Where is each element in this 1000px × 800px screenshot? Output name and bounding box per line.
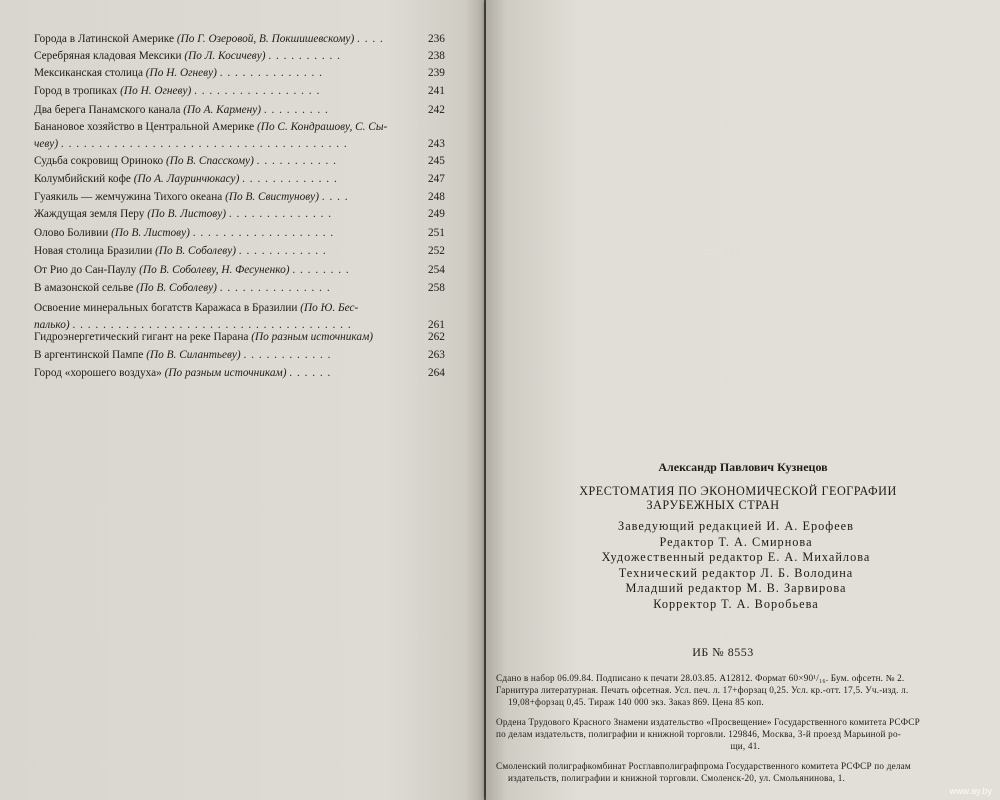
- toc-entry-author: (По Н. Огневу): [145, 67, 217, 79]
- staff-line: Художественный редактор Е. А. Михайлова: [601, 550, 871, 564]
- toc-entry-text: [34, 346, 331, 364]
- toc-entry-title: В аргентинской Пампе: [34, 349, 144, 361]
- toc-entry-author: (По В. Листову): [111, 227, 190, 239]
- print-detail-line: 19,08+форзац 0,45. Тираж 140 000 экз. Заказ 869. Цена 85 коп.: [508, 697, 764, 707]
- toc-leader-dots: . . . . . . . . .: [263, 104, 329, 116]
- toc-entry: [0, 47, 484, 65]
- toc-entry: [0, 152, 484, 170]
- toc-entry-author: (По В. Спасскому): [165, 155, 254, 167]
- toc-entry: [0, 101, 484, 119]
- toc-entry-title: Гидроэнергетический гигант на реке Парана: [34, 331, 249, 343]
- print-detail-line: Сдано в набор 06.09.84. Подписано к печати 28.03.85. А12812. Формат 60×90¹/₁₆. Бум. офсетн. № 2.: [496, 673, 905, 683]
- toc-entry-text: [34, 47, 341, 65]
- toc-entry-author: (По В. Соболеву): [136, 282, 217, 294]
- toc-leader-dots: . . . . . . . . . .: [268, 50, 341, 62]
- toc-entry-author: (По В. Свистунову): [225, 191, 319, 203]
- toc-page-number: 238: [428, 50, 445, 62]
- toc-entry-author: чеву): [34, 138, 59, 150]
- toc-entry-title: Судьба сокровищ Ориноко: [34, 155, 164, 167]
- toc-page-number: 263: [428, 349, 445, 361]
- toc-leader-dots: . . . . . . . .: [292, 264, 350, 276]
- imprint-block: [496, 460, 980, 784]
- book-title-line-2: ЗАРУБЕЖНЫХ СТРАН: [646, 498, 780, 512]
- toc-entry-author: (По Л. Косичеву): [184, 50, 266, 62]
- toc-page-number: 241: [428, 85, 445, 97]
- toc-page-number: 252: [428, 245, 445, 257]
- toc-entry-text: [34, 188, 349, 206]
- printer-line: Смоленский полиграфкомбинат Росглавполиграфпрома Государственного комитета РСФСР по делам: [496, 761, 911, 771]
- staff-list: [492, 519, 980, 612]
- staff-line: Редактор Т. А. Смирнова: [659, 534, 813, 549]
- ib-number: ИБ № 8553: [692, 645, 754, 659]
- toc-leader-dots: . . . . . .: [289, 367, 332, 379]
- toc-page-number: 254: [428, 264, 445, 276]
- toc-entry-author: (По В. Листову): [147, 208, 226, 220]
- toc-page-number: 262: [428, 331, 445, 343]
- toc-page-number: 242: [428, 104, 445, 116]
- toc-page-number: 249: [428, 208, 445, 220]
- toc-page-number: 245: [428, 155, 445, 167]
- toc-leader-dots: . . . . . . . . . . . .: [243, 349, 332, 361]
- toc-entry-title: От Рио до Сан-Паулу: [34, 264, 137, 276]
- toc-leader-dots: . . . . . . . . . . . . . . . . . . .: [192, 227, 335, 239]
- toc-leader-dots: . . . . . . . . . . . . . . . . . . . . . . . . . . . . . . . . . . . . .: [72, 319, 352, 331]
- publisher-info: [496, 716, 980, 752]
- watermark: www.ay.by: [949, 786, 992, 796]
- toc-entry: [0, 261, 484, 279]
- staff-line: Заведующий редакцией И. А. Ерофеев: [618, 519, 854, 533]
- toc-entry: [0, 205, 484, 223]
- toc-entry-text: [34, 64, 323, 82]
- toc-entry-title: Освоение минеральных богатств Каражаса в Бразилии: [34, 302, 298, 314]
- toc-entry: [0, 188, 484, 206]
- toc-leader-dots: . . . .: [357, 33, 384, 45]
- print-detail-line: Гарнитура литературная. Печать офсетная. Усл. печ. л. 17+форзац 0,25. Усл. кр.-отт. 17,5. Уч.-изд. л.: [496, 685, 909, 695]
- toc-entry-author: (По Г. Озеровой, В. Покшишевскому): [176, 33, 355, 45]
- toc-entry-text: [34, 224, 334, 242]
- toc-entry: [0, 30, 484, 48]
- toc-entry-author: (По В. Силантьеву): [146, 349, 241, 361]
- toc-entry-title: В амазонской сельве: [34, 282, 134, 294]
- print-details: [496, 672, 980, 708]
- toc-entry-title: Новая столица Бразилии: [34, 245, 153, 257]
- toc-entry-text: [34, 82, 320, 100]
- toc-leader-dots: . . . .: [321, 191, 349, 203]
- toc-entry-text: [34, 152, 337, 170]
- toc-entry-title: Мексиканская столица: [34, 67, 143, 79]
- toc-leader-dots: . . . . . . . . . . . . . .: [228, 208, 333, 220]
- toc-entry-author: (По В. Соболеву): [155, 245, 236, 257]
- toc-page-number: 264: [428, 367, 445, 379]
- toc-entry-text: [34, 364, 331, 382]
- toc-entry: [0, 346, 484, 364]
- printer-line: издательств, полиграфии и книжной торговли. Смоленск-20, ул. Смольянинова, 1.: [508, 773, 845, 783]
- toc-page-number: 248: [428, 191, 445, 203]
- toc-entry-title: Город в тропиках: [34, 85, 118, 97]
- toc-page-number: 258: [428, 282, 445, 294]
- toc-entry-text: [34, 101, 329, 119]
- toc-entry-author: (По В. Соболеву, Н. Фесуненко): [139, 264, 290, 276]
- toc-page-number: 251: [428, 227, 445, 239]
- toc-entry-title: Города в Латинской Америке: [34, 33, 174, 45]
- toc-entry: [0, 118, 484, 150]
- toc-entry-text: [34, 30, 384, 48]
- toc-leader-dots: . . . . . . . . . . .: [256, 155, 337, 167]
- toc-entry: [0, 364, 484, 382]
- toc-leader-dots: . . . . . . . . . . . . . . .: [219, 282, 331, 294]
- author-name: Александр Павлович Кузнецов: [658, 460, 828, 474]
- staff-line: Технический редактор Л. Б. Володина: [618, 565, 854, 580]
- toc-leader-dots: . . . . . . . . . . . . . .: [219, 67, 323, 79]
- toc-entry-author: (По А. Лауринчюкасу): [133, 173, 240, 185]
- toc-entry-title: Гуаякиль — жемчужина Тихого океана: [34, 191, 223, 203]
- toc-entry-title: Колумбийский кофе: [34, 173, 131, 185]
- toc-entry-author: (По разным источникам): [251, 331, 374, 343]
- toc-entry-author: (По Ю. Бес-: [300, 302, 359, 314]
- publisher-line: Ордена Трудового Красного Знамени издательство «Просвещение» Государственного комитета РСФСР: [496, 717, 920, 727]
- toc-entry-text: [34, 279, 331, 297]
- toc-entry: [0, 170, 484, 188]
- toc-entry-author: (По разным источникам): [164, 367, 287, 379]
- toc-entry-text: [34, 261, 350, 279]
- toc-entry-title: Жаждущая земля Перу: [34, 208, 145, 220]
- toc-entry-title: Банановое хозяйство в Центральной Америке: [34, 121, 255, 133]
- toc-page-number: 239: [428, 67, 445, 79]
- toc-entry-author: (По С. Кондрашову, С. Сы-: [257, 121, 388, 133]
- toc-entry: [0, 82, 484, 100]
- toc-entry-author: (По Н. Огневу): [120, 85, 192, 97]
- toc-leader-dots: . . . . . . . . . . . . .: [242, 173, 338, 185]
- toc-entry-text: [34, 205, 332, 223]
- printer-info: [496, 760, 980, 784]
- staff-line: Корректор Т. А. Воробьева: [653, 596, 819, 611]
- left-page: [0, 0, 484, 800]
- toc-entry: [0, 279, 484, 297]
- toc-leader-dots: . . . . . . . . . . . . . . . . . . . . . . . . . . . . . . . . . . . . . .: [60, 138, 348, 150]
- toc-entry-text: [34, 118, 387, 136]
- toc-entry: [0, 242, 484, 260]
- toc-leader-dots: . . . . . . . . . . . .: [238, 245, 327, 257]
- toc-entry: [0, 64, 484, 82]
- toc-entry-title: Олово Боливии: [34, 227, 109, 239]
- toc-entry-author: палько): [34, 319, 70, 331]
- toc-entry-text: [34, 328, 373, 346]
- toc-entry: [0, 299, 484, 331]
- publisher-line: щи, 41.: [730, 741, 760, 751]
- book-title-line-1: ХРЕСТОМАТИЯ ПО ЭКОНОМИЧЕСКОЙ ГЕОГРАФИИ: [579, 484, 897, 498]
- toc-entry-continuation: [34, 135, 348, 153]
- toc-entry-text: [34, 170, 338, 188]
- toc-page-number: 243: [428, 138, 445, 150]
- toc-page-number: 236: [428, 33, 445, 45]
- toc-entry: [0, 224, 484, 242]
- toc-page-number: 261: [428, 319, 445, 331]
- toc-entry-title: Город «хорошего воздуха»: [34, 367, 162, 379]
- toc-entry-author: (По А. Кармену): [183, 104, 262, 116]
- toc-entry-text: [34, 242, 327, 260]
- toc-entry-text: [34, 299, 358, 317]
- publisher-line: по делам издательств, полиграфии и книжной торговли. 129846, Москва, 3-й проезд Марьиной ро-: [496, 729, 902, 739]
- toc-leader-dots: . . . . . . . . . . . . . . . . .: [194, 85, 321, 97]
- toc-page-number: 247: [428, 173, 445, 185]
- toc-entry-title: Два берега Панамского канала: [34, 104, 181, 116]
- staff-line: Младший редактор М. В. Зарвирова: [625, 581, 847, 595]
- toc-entry-title: Серебряная кладовая Мексики: [34, 50, 182, 62]
- toc-entry: [0, 328, 484, 346]
